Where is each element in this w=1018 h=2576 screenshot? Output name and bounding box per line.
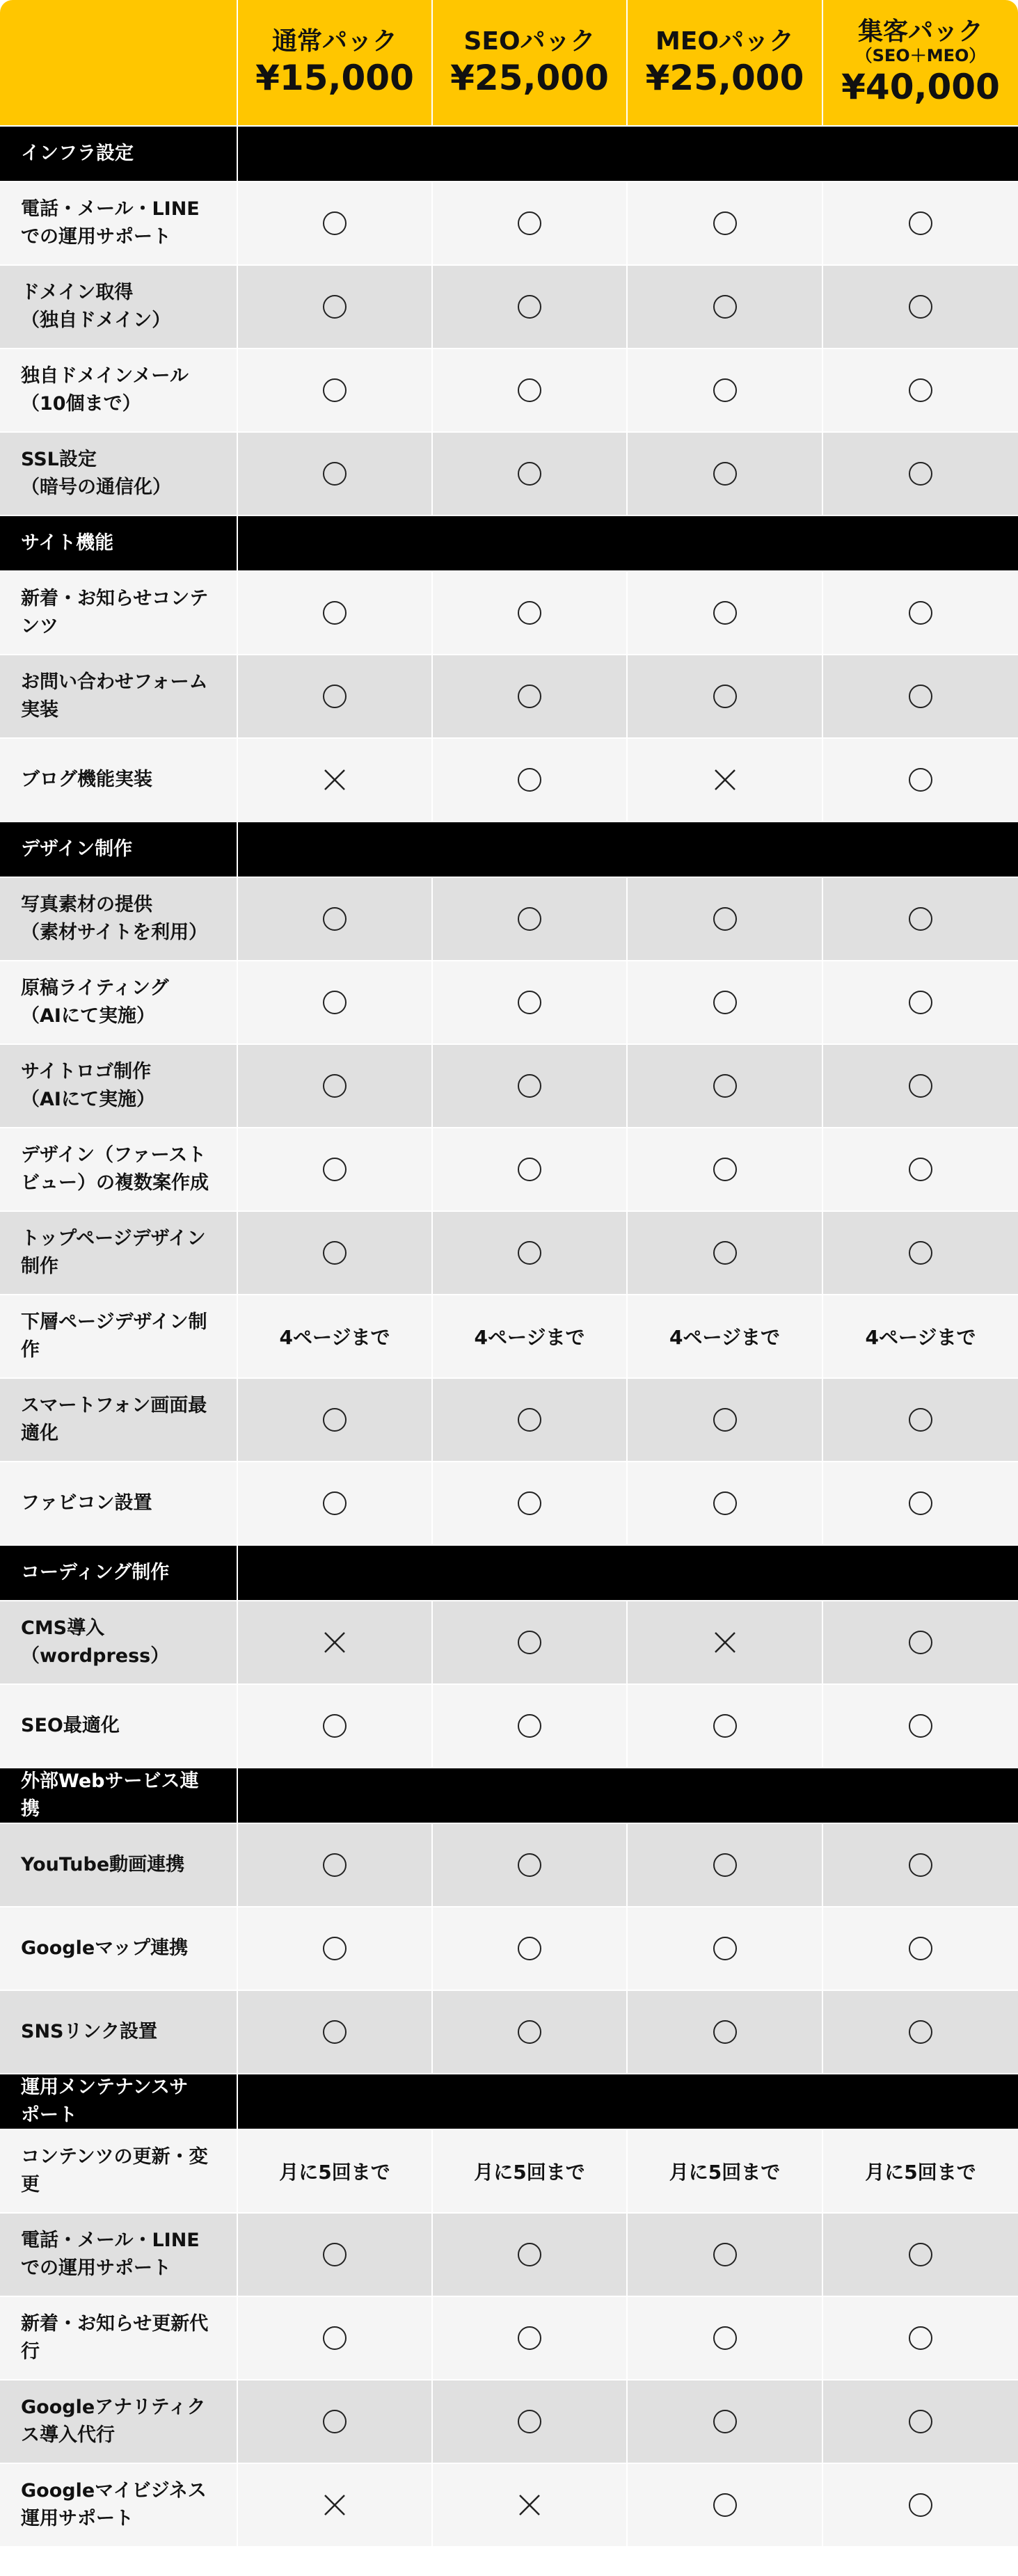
- feature-mark-cell: [628, 2381, 823, 2464]
- check-circle-icon: [711, 989, 739, 1016]
- feature-mark-cell: [433, 878, 628, 961]
- feature-mark-cell: [823, 1045, 1018, 1128]
- feature-mark-cell: [823, 1462, 1018, 1546]
- section-header-fill: [238, 127, 1018, 182]
- check-circle-icon: [907, 293, 935, 321]
- check-circle-icon: [907, 2324, 935, 2352]
- check-circle-icon: [516, 2324, 543, 2352]
- check-circle-icon: [516, 1629, 543, 1656]
- feature-mark-cell: [628, 655, 823, 739]
- feature-mark-cell: [823, 433, 1018, 516]
- check-circle-icon: [907, 905, 935, 933]
- check-circle-icon: [516, 1155, 543, 1183]
- feature-mark-cell: [238, 1045, 433, 1128]
- section-header-fill: [238, 2074, 1018, 2130]
- check-circle-icon: [907, 2408, 935, 2435]
- feature-mark-cell: [433, 433, 628, 516]
- plan-name: SEOパック: [463, 26, 596, 56]
- check-circle-icon: [907, 1072, 935, 1100]
- feature-label: 電話・メール・LINE での運用サポート: [0, 182, 238, 266]
- feature-label: Googleマップ連携: [0, 1907, 238, 1991]
- feature-mark-cell: [433, 2381, 628, 2464]
- feature-mark-cell: [628, 1212, 823, 1295]
- feature-mark-cell: [238, 182, 433, 266]
- feature-mark-cell: [628, 2297, 823, 2381]
- check-circle-icon: [516, 460, 543, 488]
- check-circle-icon: [711, 1935, 739, 1962]
- check-circle-icon: [711, 209, 739, 237]
- feature-mark-cell: [628, 1462, 823, 1546]
- check-circle-icon: [321, 1072, 349, 1100]
- feature-mark-cell: [823, 572, 1018, 655]
- check-circle-icon: [321, 1489, 349, 1517]
- check-circle-icon: [711, 293, 739, 321]
- check-circle-icon: [321, 599, 349, 627]
- feature-mark-cell: [433, 2214, 628, 2297]
- check-circle-icon: [711, 2408, 739, 2435]
- feature-mark-cell: [433, 961, 628, 1045]
- plan-header: [823, 0, 1018, 127]
- feature-label: 独自ドメインメール （10個まで）: [0, 349, 238, 433]
- feature-mark-cell: [628, 1685, 823, 1768]
- feature-label: SNSリンク設置: [0, 1991, 238, 2074]
- feature-mark-cell: [628, 1991, 823, 2074]
- feature-mark-cell: [433, 266, 628, 349]
- check-circle-icon: [321, 1406, 349, 1434]
- feature-mark-cell: [433, 1462, 628, 1546]
- feature-mark-cell: [433, 1128, 628, 1212]
- feature-mark-cell: [238, 1991, 433, 2074]
- feature-mark-cell: [628, 961, 823, 1045]
- check-circle-icon: [907, 989, 935, 1016]
- feature-mark-cell: [823, 2214, 1018, 2297]
- check-circle-icon: [321, 293, 349, 321]
- feature-mark-cell: [433, 1045, 628, 1128]
- section-title: インフラ設定: [0, 127, 238, 182]
- check-circle-icon: [907, 209, 935, 237]
- section-header-fill: [238, 1546, 1018, 1601]
- feature-mark-cell: [433, 2464, 628, 2547]
- feature-mark-cell: [628, 2464, 823, 2547]
- feature-mark-cell: [238, 1601, 433, 1685]
- feature-mark-cell: [238, 2464, 433, 2547]
- check-circle-icon: [516, 1239, 543, 1267]
- feature-label: 新着・お知らせコンテ ンツ: [0, 572, 238, 655]
- feature-mark-cell: [238, 2214, 433, 2297]
- feature-label: 原稿ライティング （AIにて実施）: [0, 961, 238, 1045]
- feature-mark-cell: [238, 349, 433, 433]
- check-circle-icon: [907, 682, 935, 710]
- feature-label: お問い合わせフォーム 実装: [0, 655, 238, 739]
- plan-price: ¥25,000: [645, 57, 804, 98]
- check-circle-icon: [907, 2018, 935, 2046]
- check-circle-icon: [711, 1712, 739, 1740]
- feature-label: YouTube動画連携: [0, 1824, 238, 1907]
- check-circle-icon: [907, 1851, 935, 1879]
- feature-mark-cell: [433, 655, 628, 739]
- feature-mark-cell: [628, 1601, 823, 1685]
- feature-mark-cell: [823, 182, 1018, 266]
- check-circle-icon: [711, 599, 739, 627]
- check-circle-icon: [516, 2408, 543, 2435]
- cross-icon: [321, 1629, 349, 1656]
- feature-label: デザイン（ファースト ビュー）の複数案作成: [0, 1128, 238, 1212]
- feature-mark-cell: [433, 1379, 628, 1462]
- feature-mark-cell: [823, 2464, 1018, 2547]
- check-circle-icon: [711, 2491, 739, 2519]
- plan-price: ¥15,000: [255, 57, 414, 98]
- feature-label: コンテンツの更新・変 更: [0, 2130, 238, 2214]
- feature-value: 4ページまで: [628, 1295, 823, 1379]
- check-circle-icon: [907, 2241, 935, 2269]
- feature-label: ファビコン設置: [0, 1462, 238, 1546]
- check-circle-icon: [321, 1712, 349, 1740]
- section-title: 運用メンテナンスサ ポート: [0, 2074, 238, 2130]
- feature-mark-cell: [823, 1379, 1018, 1462]
- feature-mark-cell: [433, 1601, 628, 1685]
- feature-mark-cell: [823, 1685, 1018, 1768]
- feature-mark-cell: [628, 266, 823, 349]
- section-header-fill: [238, 1768, 1018, 1824]
- check-circle-icon: [321, 989, 349, 1016]
- check-circle-icon: [907, 1239, 935, 1267]
- check-circle-icon: [907, 1629, 935, 1656]
- feature-mark-cell: [238, 1379, 433, 1462]
- plan-header: [433, 0, 628, 127]
- check-circle-icon: [321, 2018, 349, 2046]
- feature-mark-cell: [628, 182, 823, 266]
- feature-mark-cell: [823, 739, 1018, 822]
- feature-mark-cell: [238, 655, 433, 739]
- feature-label: サイトロゴ制作 （AIにて実施）: [0, 1045, 238, 1128]
- feature-label: 写真素材の提供 （素材サイトを利用）: [0, 878, 238, 961]
- feature-mark-cell: [823, 655, 1018, 739]
- check-circle-icon: [711, 682, 739, 710]
- check-circle-icon: [711, 1489, 739, 1517]
- check-circle-icon: [516, 905, 543, 933]
- section-title: コーディング制作: [0, 1546, 238, 1601]
- check-circle-icon: [711, 1072, 739, 1100]
- check-circle-icon: [321, 1935, 349, 1962]
- feature-mark-cell: [433, 1907, 628, 1991]
- feature-mark-cell: [238, 266, 433, 349]
- feature-mark-cell: [433, 182, 628, 266]
- check-circle-icon: [321, 2241, 349, 2269]
- plan-header: [628, 0, 823, 127]
- cross-icon: [711, 766, 739, 794]
- check-circle-icon: [711, 376, 739, 404]
- feature-mark-cell: [433, 1991, 628, 2074]
- check-circle-icon: [907, 376, 935, 404]
- feature-mark-cell: [238, 2381, 433, 2464]
- feature-mark-cell: [628, 739, 823, 822]
- feature-mark-cell: [238, 2297, 433, 2381]
- feature-mark-cell: [238, 1128, 433, 1212]
- feature-label: Googleアナリティク ス導入代行: [0, 2381, 238, 2464]
- feature-mark-cell: [238, 572, 433, 655]
- feature-mark-cell: [238, 1685, 433, 1768]
- feature-mark-cell: [238, 739, 433, 822]
- feature-mark-cell: [823, 2381, 1018, 2464]
- cross-icon: [516, 2491, 543, 2519]
- check-circle-icon: [907, 2491, 935, 2519]
- feature-label: 下層ページデザイン制 作: [0, 1295, 238, 1379]
- feature-mark-cell: [238, 433, 433, 516]
- check-circle-icon: [711, 2324, 739, 2352]
- check-circle-icon: [321, 1155, 349, 1183]
- feature-mark-cell: [628, 349, 823, 433]
- header-corner: [0, 0, 238, 127]
- feature-value: 月に5回まで: [238, 2130, 433, 2214]
- check-circle-icon: [711, 460, 739, 488]
- check-circle-icon: [907, 460, 935, 488]
- feature-label: Googleマイビジネス 運用サポート: [0, 2464, 238, 2547]
- feature-mark-cell: [238, 1462, 433, 1546]
- feature-mark-cell: [823, 1212, 1018, 1295]
- feature-mark-cell: [823, 1128, 1018, 1212]
- section-title: 外部Webサービス連携: [0, 1768, 238, 1824]
- check-circle-icon: [321, 2408, 349, 2435]
- check-circle-icon: [516, 376, 543, 404]
- check-circle-icon: [321, 905, 349, 933]
- section-header-fill: [238, 822, 1018, 878]
- check-circle-icon: [907, 1489, 935, 1517]
- feature-mark-cell: [628, 878, 823, 961]
- feature-mark-cell: [628, 1824, 823, 1907]
- feature-mark-cell: [823, 1601, 1018, 1685]
- feature-label: SEO最適化: [0, 1685, 238, 1768]
- feature-mark-cell: [823, 1824, 1018, 1907]
- feature-mark-cell: [433, 1212, 628, 1295]
- check-circle-icon: [907, 766, 935, 794]
- check-circle-icon: [321, 376, 349, 404]
- check-circle-icon: [516, 1406, 543, 1434]
- feature-mark-cell: [238, 1212, 433, 1295]
- check-circle-icon: [711, 905, 739, 933]
- check-circle-icon: [907, 599, 935, 627]
- check-circle-icon: [907, 1406, 935, 1434]
- plan-name: MEOパック: [655, 26, 795, 56]
- check-circle-icon: [516, 1851, 543, 1879]
- feature-label: ドメイン取得 （独自ドメイン）: [0, 266, 238, 349]
- feature-mark-cell: [238, 961, 433, 1045]
- check-circle-icon: [321, 682, 349, 710]
- feature-mark-cell: [823, 961, 1018, 1045]
- feature-mark-cell: [628, 2214, 823, 2297]
- feature-value: 4ページまで: [238, 1295, 433, 1379]
- plan-name: 集客パック: [857, 17, 983, 47]
- feature-mark-cell: [238, 1907, 433, 1991]
- feature-mark-cell: [628, 1045, 823, 1128]
- feature-mark-cell: [823, 1907, 1018, 1991]
- feature-mark-cell: [433, 739, 628, 822]
- plan-price: ¥40,000: [841, 67, 1000, 108]
- check-circle-icon: [321, 1851, 349, 1879]
- cross-icon: [711, 1629, 739, 1656]
- check-circle-icon: [321, 460, 349, 488]
- plan-name: 通常パック: [271, 26, 397, 56]
- check-circle-icon: [711, 1851, 739, 1879]
- check-circle-icon: [907, 1935, 935, 1962]
- feature-mark-cell: [823, 1991, 1018, 2074]
- feature-mark-cell: [823, 266, 1018, 349]
- feature-value: 月に5回まで: [433, 2130, 628, 2214]
- feature-mark-cell: [238, 878, 433, 961]
- cross-icon: [321, 766, 349, 794]
- check-circle-icon: [516, 209, 543, 237]
- feature-mark-cell: [628, 433, 823, 516]
- check-circle-icon: [711, 1239, 739, 1267]
- plan-header: [238, 0, 433, 127]
- section-header-fill: [238, 516, 1018, 572]
- plan-price: ¥25,000: [450, 57, 609, 98]
- feature-value: 月に5回まで: [823, 2130, 1018, 2214]
- feature-label: ブログ機能実装: [0, 739, 238, 822]
- check-circle-icon: [516, 1489, 543, 1517]
- check-circle-icon: [516, 2018, 543, 2046]
- feature-label: 電話・メール・LINE での運用サポート: [0, 2214, 238, 2297]
- feature-mark-cell: [628, 572, 823, 655]
- check-circle-icon: [711, 1406, 739, 1434]
- feature-value: 月に5回まで: [628, 2130, 823, 2214]
- check-circle-icon: [516, 1935, 543, 1962]
- feature-mark-cell: [628, 1907, 823, 1991]
- feature-mark-cell: [823, 2297, 1018, 2381]
- feature-mark-cell: [433, 1824, 628, 1907]
- check-circle-icon: [516, 2241, 543, 2269]
- check-circle-icon: [516, 599, 543, 627]
- check-circle-icon: [516, 766, 543, 794]
- section-title: サイト機能: [0, 516, 238, 572]
- feature-label: 新着・お知らせ更新代 行: [0, 2297, 238, 2381]
- feature-label: CMS導入 （wordpress）: [0, 1601, 238, 1685]
- check-circle-icon: [516, 293, 543, 321]
- check-circle-icon: [907, 1155, 935, 1183]
- feature-mark-cell: [433, 349, 628, 433]
- feature-value: 4ページまで: [823, 1295, 1018, 1379]
- check-circle-icon: [711, 2241, 739, 2269]
- feature-mark-cell: [238, 1824, 433, 1907]
- check-circle-icon: [321, 2324, 349, 2352]
- feature-mark-cell: [433, 2297, 628, 2381]
- feature-mark-cell: [823, 878, 1018, 961]
- feature-label: スマートフォン画面最 適化: [0, 1379, 238, 1462]
- check-circle-icon: [516, 682, 543, 710]
- cross-icon: [321, 2491, 349, 2519]
- check-circle-icon: [907, 1712, 935, 1740]
- feature-mark-cell: [823, 349, 1018, 433]
- check-circle-icon: [711, 1155, 739, 1183]
- section-title: デザイン制作: [0, 822, 238, 878]
- check-circle-icon: [516, 1712, 543, 1740]
- plan-subtitle: （SEO＋MEO）: [855, 45, 986, 65]
- feature-mark-cell: [628, 1379, 823, 1462]
- feature-label: トップページデザイン 制作: [0, 1212, 238, 1295]
- feature-mark-cell: [433, 1685, 628, 1768]
- check-circle-icon: [516, 1072, 543, 1100]
- feature-mark-cell: [628, 1128, 823, 1212]
- check-circle-icon: [711, 2018, 739, 2046]
- check-circle-icon: [516, 989, 543, 1016]
- feature-mark-cell: [433, 572, 628, 655]
- check-circle-icon: [321, 1239, 349, 1267]
- feature-label: SSL設定 （暗号の通信化）: [0, 433, 238, 516]
- check-circle-icon: [321, 209, 349, 237]
- feature-value: 4ページまで: [433, 1295, 628, 1379]
